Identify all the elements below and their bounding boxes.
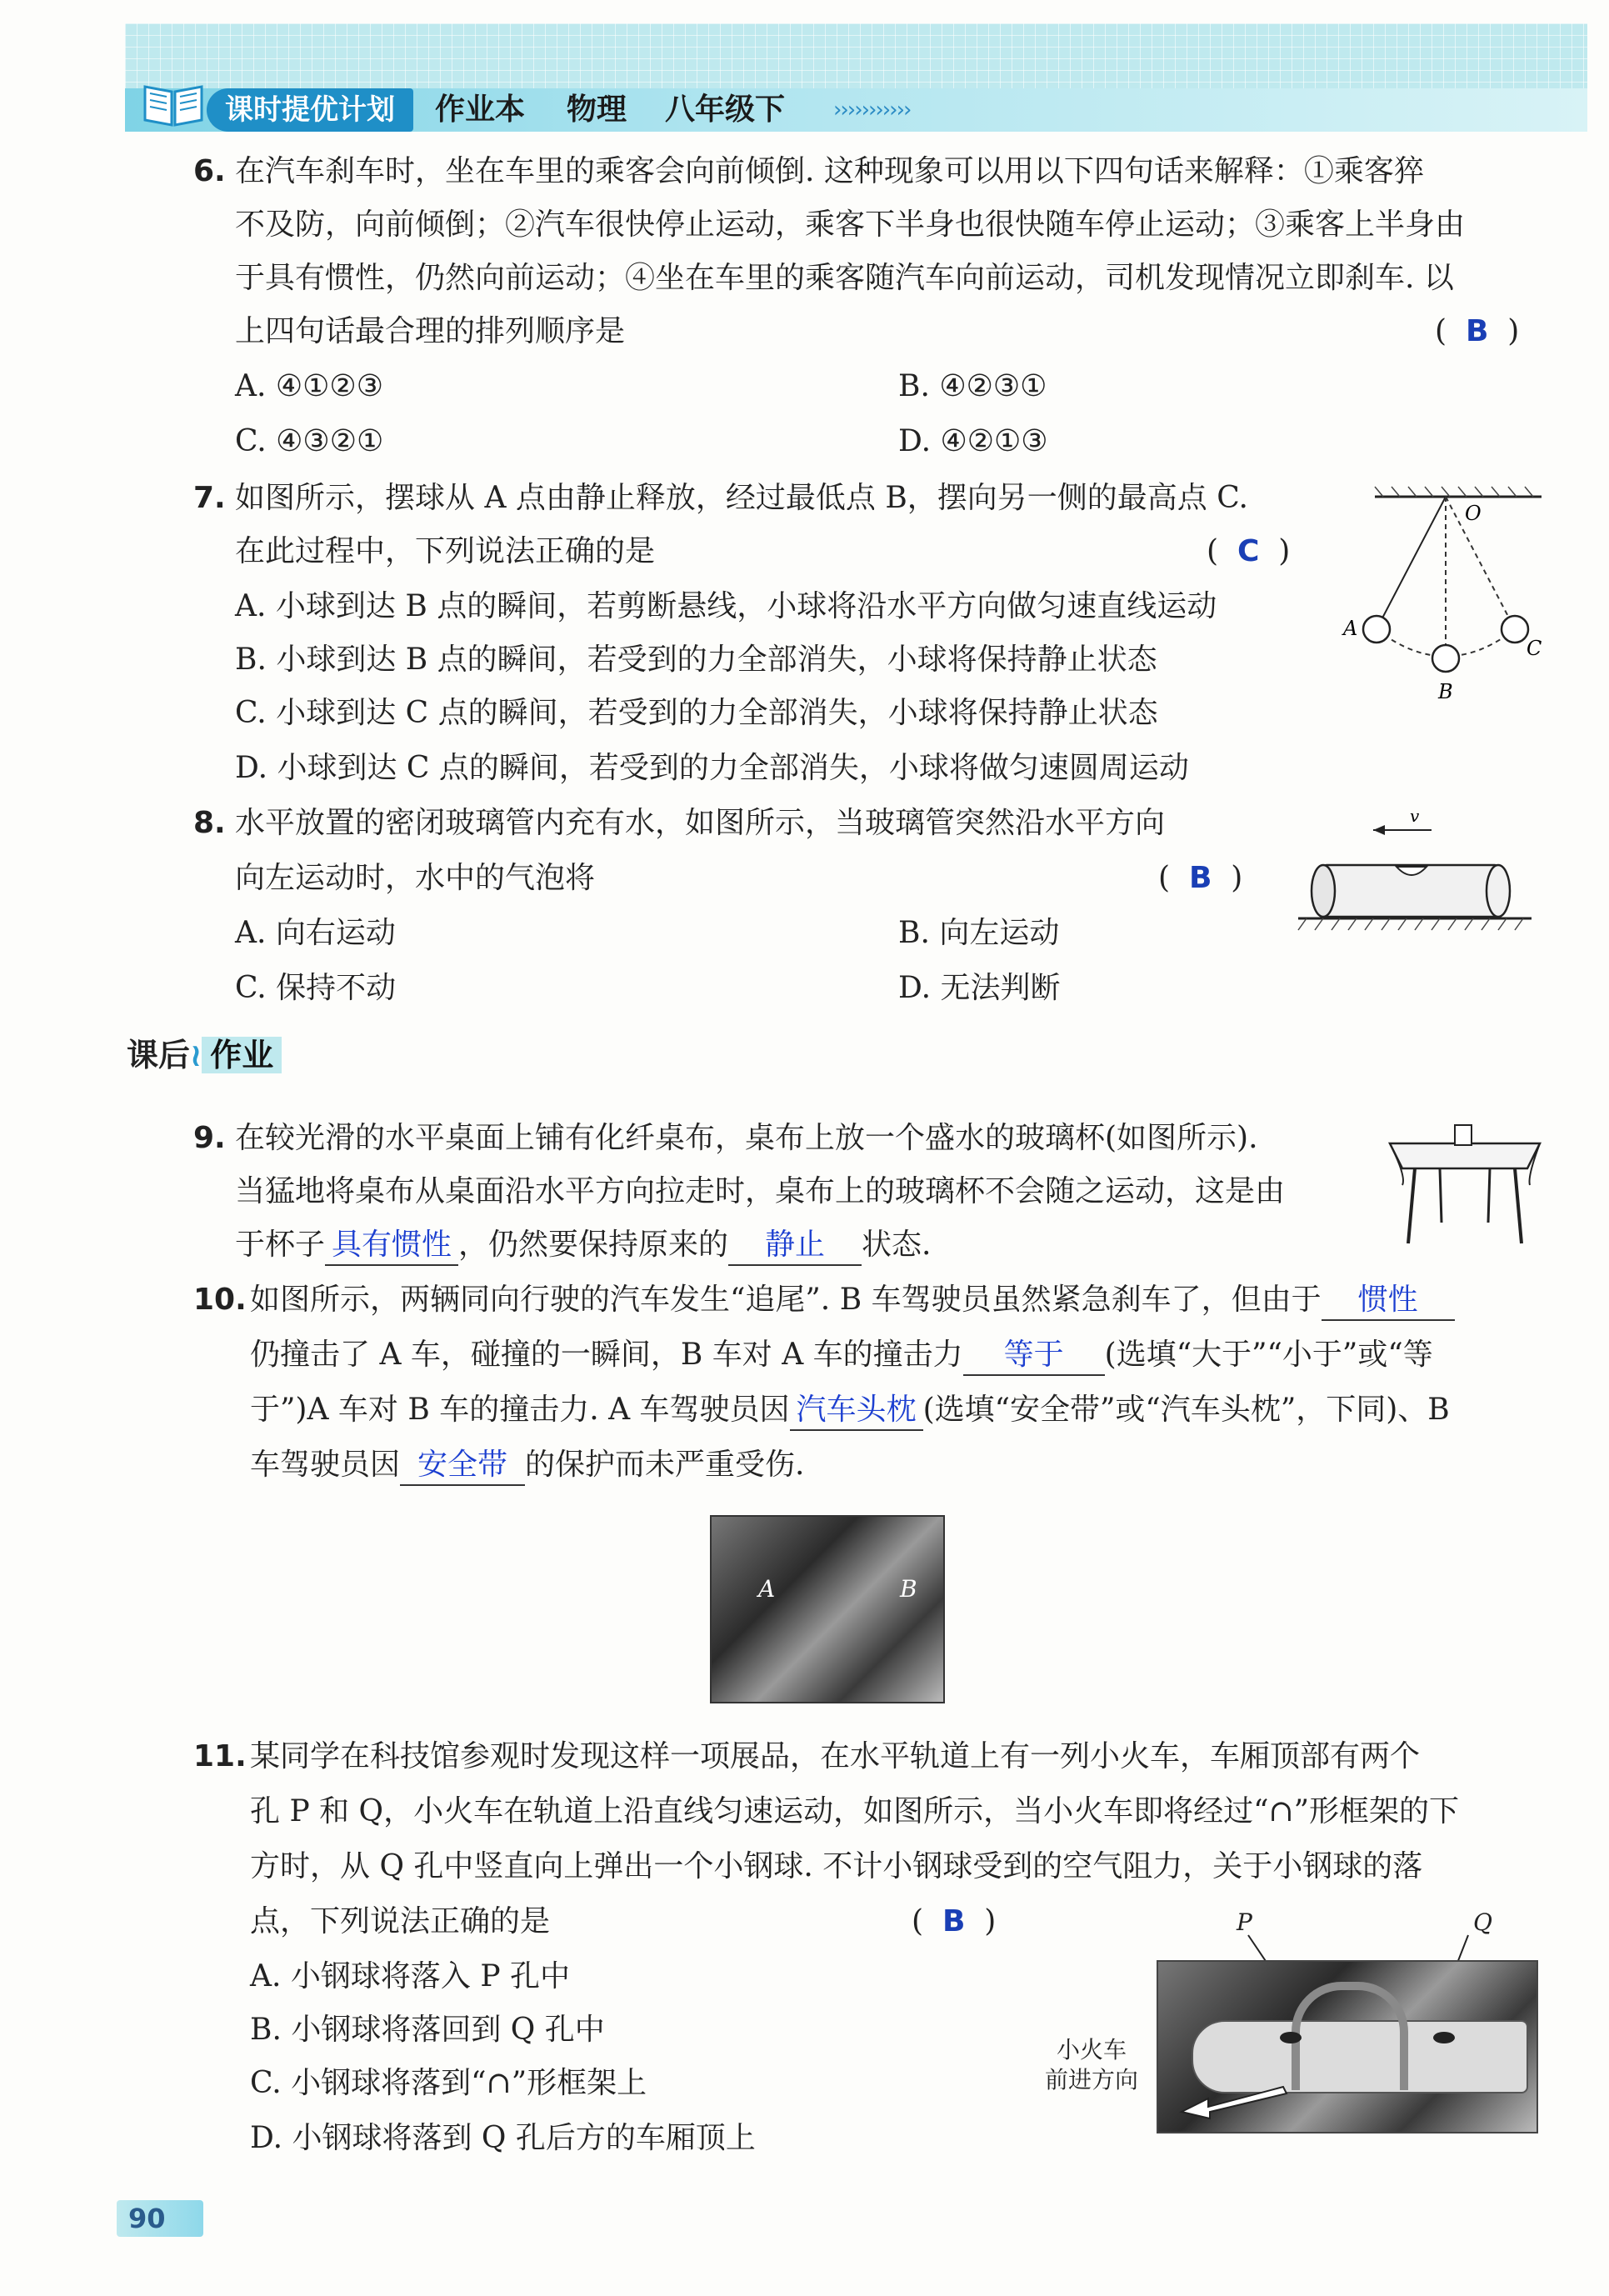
train-photo xyxy=(1157,1960,1538,2133)
q9-text-b: ，仍然要保持原来的 xyxy=(458,1228,729,1262)
wave-icon: ≀ xyxy=(190,1037,202,1073)
q7-answer-paren: ( C ) xyxy=(1207,534,1291,568)
q6-line-3: 于具有惯性，仍然向前运动；④坐在车里的乘客随汽车向前运动，司机发现情况立即刹车. 以 xyxy=(235,261,1454,295)
hole-q xyxy=(1433,2032,1455,2043)
q7-option-c: C. 小球到达 C 点的瞬间，若受到的力全部消失，小球将保持静止状态 xyxy=(235,696,1158,730)
q8-answer-paren: ( B ) xyxy=(1158,861,1243,895)
q10-line-1 xyxy=(250,1273,1455,1327)
q6-option-c: C. ④③②① xyxy=(235,424,384,458)
q7-option-a: A. 小球到达 B 点的瞬间，若剪断悬线，小球将沿水平方向做匀速直线运动 xyxy=(235,589,1217,623)
section-heading xyxy=(127,1032,282,1078)
q6-option-a: A. ④①②③ xyxy=(235,369,383,403)
grade: 八年级下 xyxy=(665,93,786,127)
glass-cup xyxy=(1455,1125,1472,1145)
q8-option-c: C. 保持不动 xyxy=(235,971,397,1005)
glass-tube-figure xyxy=(1290,807,1540,948)
direction-arrow-icon xyxy=(1175,2070,1292,2120)
q10-text-3a: 于”)A 车对 B 车的撞击力. A 车驾驶员因 xyxy=(250,1393,790,1427)
car-crash-photo xyxy=(710,1515,945,1703)
ball-b xyxy=(1432,645,1459,672)
label-q: Q xyxy=(1473,1908,1492,1936)
q8-option-d: D. 无法判断 xyxy=(898,971,1061,1005)
q11-answer-paren: ( B ) xyxy=(912,1904,997,1938)
q7-line-1: 如图所示，摆球从 A 点由静止释放，经过最低点 B，摆向另一侧的最高点 C. xyxy=(235,481,1248,515)
q8-line-2: 向左运动时，水中的气泡将 xyxy=(235,861,596,895)
section-label-b: 作业 xyxy=(202,1037,282,1073)
q11-answer: B xyxy=(942,1904,966,1938)
q7-answer: C xyxy=(1237,534,1260,568)
q7-option-b: B. 小球到达 B 点的瞬间，若受到的力全部消失，小球将保持静止状态 xyxy=(235,643,1157,677)
page-number: 90 xyxy=(117,2200,203,2237)
q9-blank-2[interactable]: 静止 xyxy=(728,1226,862,1266)
q10-text-2a: 仍撞击了 A 车，碰撞的一瞬间，B 车对 A 车的撞击力 xyxy=(250,1338,963,1372)
brand-label: 课时提优计划 xyxy=(207,88,413,132)
pendulum-string xyxy=(1377,497,1446,629)
q6-option-b: B. ④②③① xyxy=(898,369,1047,403)
q7-option-d: D. 小球到达 C 点的瞬间，若受到的力全部消失，小球将做匀速圆周运动 xyxy=(235,751,1189,785)
section-label-a: 课后 xyxy=(127,1037,191,1073)
pendulum-figure xyxy=(1333,483,1558,708)
table-cup-figure xyxy=(1382,1118,1548,1252)
q10-line-2 xyxy=(250,1328,1433,1382)
photo-label-a: A xyxy=(758,1575,776,1603)
chevrons-decoration: ››››››››››› xyxy=(833,98,911,123)
q9-blank-1[interactable]: 具有惯性 xyxy=(325,1226,458,1266)
q10-text-4b: 的保护而未严重受伤. xyxy=(525,1448,805,1482)
q10-text-1: 如图所示，两辆同向行驶的汽车发生“追尾”. B 车驾驶员虽然紧急刹车了，但由于 xyxy=(250,1283,1322,1317)
q10-text-2b: (选填“大于”“小于”或“等 xyxy=(1104,1338,1433,1372)
q11-line-4: 点，下列说法正确的是 xyxy=(250,1904,551,1938)
q6-line-1: 在汽车刹车时，坐在车里的乘客会向前倾倒. 这种现象可以用以下四句话来解释：①乘客猝 xyxy=(235,154,1424,188)
q11-option-b: B. 小钢球将落回到 Q 孔中 xyxy=(250,2013,605,2047)
label-a: A xyxy=(1343,617,1358,640)
q10-blank-1[interactable]: 惯性 xyxy=(1322,1281,1455,1321)
ball-c xyxy=(1502,616,1528,643)
q10-blank-3[interactable]: 汽车头枕 xyxy=(790,1391,923,1431)
velocity-label: v xyxy=(1410,807,1420,826)
label-o: O xyxy=(1465,502,1482,525)
q6-answer: B xyxy=(1465,314,1489,348)
q10-line-3 xyxy=(250,1383,1450,1437)
tablecloth xyxy=(1390,1143,1540,1168)
q9-line-2: 当猛地将桌布从桌面沿水平方向拉走时，桌布上的玻璃杯不会随之运动，这是由 xyxy=(235,1174,1286,1208)
book-icon xyxy=(140,77,207,132)
q8-option-b: B. 向左运动 xyxy=(898,916,1060,950)
q11-option-a: A. 小钢球将落入 P 孔中 xyxy=(250,1959,570,1993)
q10-blank-4[interactable]: 安全带 xyxy=(400,1446,525,1486)
q8-number: 8. xyxy=(193,806,226,840)
train-caption-2: 前进方向 xyxy=(1044,2066,1138,2093)
train-caption-1: 小火车 xyxy=(1056,2036,1127,2063)
q11-number: 11. xyxy=(193,1739,247,1773)
q6-option-d: D. ④②①③ xyxy=(898,424,1048,458)
q10-blank-2[interactable]: 等于 xyxy=(963,1336,1105,1376)
q6-answer-paren: ( B ) xyxy=(1435,314,1520,348)
q9-text-c: 状态. xyxy=(862,1228,932,1262)
q6-line-2: 不及防，向前倾倒；②汽车很快停止运动，乘客下半身也很快随车停止运动；③乘客上半身由 xyxy=(235,208,1466,242)
q8-option-a: A. 向右运动 xyxy=(235,916,396,950)
q7-number: 7. xyxy=(193,481,226,515)
q10-text-4a: 车驾驶员因 xyxy=(250,1448,401,1482)
q9-line-3 xyxy=(235,1218,931,1272)
q11-option-c: C. 小钢球将落到“∩”形框架上 xyxy=(250,2066,647,2100)
photo-label-b: B xyxy=(900,1575,917,1603)
q6-number: 6. xyxy=(193,154,226,188)
q10-text-3b: (选填“安全带”或“汽车头枕”，下同)、B xyxy=(922,1393,1450,1427)
book-type: 作业本 xyxy=(435,93,526,127)
q9-text-a: 于杯子 xyxy=(235,1228,326,1262)
q8-line-1: 水平放置的密闭玻璃管内充有水，如图所示，当玻璃管突然沿水平方向 xyxy=(235,806,1166,840)
hole-p xyxy=(1280,2032,1302,2043)
q11-line-1: 某同学在科技馆参观时发现这样一项展品，在水平轨道上有一列小火车，车厢顶部有两个 xyxy=(250,1739,1421,1773)
ball-a xyxy=(1363,616,1390,643)
q11-line-3: 方时，从 Q 孔中竖直向上弹出一个小钢球. 不计小钢球受到的空气阻力，关于小钢球的落 xyxy=(250,1849,1423,1883)
q10-number: 10. xyxy=(193,1283,247,1317)
label-c: C xyxy=(1527,637,1542,660)
q8-answer: B xyxy=(1188,861,1212,895)
arch-frame xyxy=(1292,1982,1408,2090)
label-b: B xyxy=(1438,680,1453,703)
q11-line-2: 孔 P 和 Q，小火车在轨道上沿直线匀速运动，如图所示，当小火车即将经过“∩”形框架的下 xyxy=(250,1794,1460,1828)
subject: 物理 xyxy=(567,93,627,127)
q6-line-4: 上四句话最合理的排列顺序是 xyxy=(235,314,626,348)
q7-line-2: 在此过程中，下列说法正确的是 xyxy=(235,534,656,568)
q9-line-1: 在较光滑的水平桌面上铺有化纤桌布，桌布上放一个盛水的玻璃杯(如图所示). xyxy=(235,1121,1258,1155)
q10-line-4 xyxy=(250,1438,804,1492)
q11-option-d: D. 小钢球将落到 Q 孔后方的车厢顶上 xyxy=(250,2121,756,2155)
q9-number: 9. xyxy=(193,1121,226,1155)
label-p: P xyxy=(1237,1908,1252,1936)
